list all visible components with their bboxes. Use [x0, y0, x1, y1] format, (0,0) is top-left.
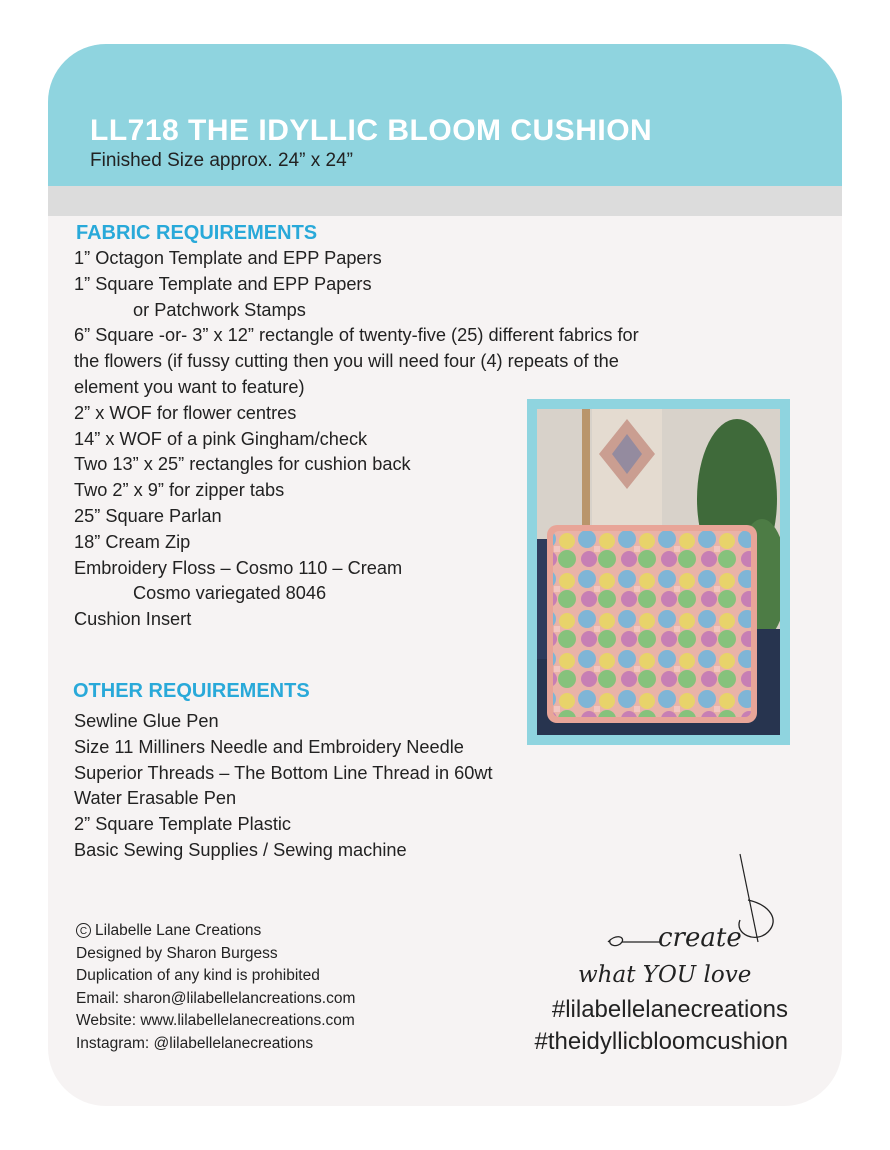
copyright-icon: C [76, 923, 91, 938]
list-item: Superior Threads – The Bottom Line Thread in 60wt [74, 762, 493, 783]
list-item: Two 2” x 9” for zipper tabs [74, 480, 285, 501]
other-requirements-list [74, 709, 493, 864]
list-item: element you want to feature) [74, 376, 305, 397]
header-divider-bar [48, 186, 842, 216]
list-item: the flowers (if fussy cutting then you will need four (4) repeats of the [74, 351, 619, 372]
list-item: Sewline Glue Pen [74, 711, 219, 731]
list-item: Embroidery Floss – Cosmo 110 – Cream [74, 557, 403, 578]
cushion-photo-frame [527, 399, 790, 745]
list-item: 2” x WOF for flower centres [74, 402, 297, 423]
hashtag: #theidyllicbloomcushion [534, 1028, 788, 1055]
list-item: or Patchwork Stamps [133, 299, 306, 320]
header-banner [48, 44, 842, 186]
fabric-requirements-heading: FABRIC REQUIREMENTS [76, 222, 318, 244]
company-name: Lilabelle Lane Creations [95, 922, 262, 939]
instagram-line: Instagram: @lilabellelanecreations [76, 1034, 314, 1052]
list-item: 18” Cream Zip [74, 531, 191, 552]
list-item: Water Erasable Pen [74, 788, 237, 809]
list-item: Two 13” x 25” rectangles for cushion back [74, 454, 411, 475]
finished-size: Finished Size approx. 24” x 24” [90, 150, 353, 171]
copyright-line [76, 920, 355, 943]
website-line: Website: www.lilabellelanecreations.com [76, 1012, 355, 1029]
credits-block [76, 920, 355, 1055]
list-item: 6” Square -or- 3” x 12” rectangle of twenty-five (25) different fabrics for [74, 325, 639, 346]
hashtags-block [535, 994, 788, 1058]
list-item: 14” x WOF of a pink Gingham/check [74, 428, 368, 449]
duplication-notice: Duplication of any kind is prohibited [76, 967, 320, 984]
other-requirements-heading: OTHER REQUIREMENTS [73, 680, 310, 702]
create-what-you-love-logo [570, 850, 800, 990]
hashtag: #lilabellelanecreations [551, 996, 788, 1023]
cushion-photo-illustration [537, 409, 780, 735]
list-item: Cosmo variegated 8046 [133, 583, 327, 604]
list-item: 1” Octagon Template and EPP Papers [74, 248, 382, 268]
logo-line-1: create [658, 923, 742, 953]
email-line: Email: sharon@lilabellelancreations.com [76, 989, 356, 1007]
pattern-title: LL718 THE IDYLLIC BLOOM CUSHION [90, 114, 653, 147]
list-item: Basic Sewing Supplies / Sewing machine [74, 839, 407, 860]
cushion-photo [537, 409, 780, 735]
list-item: 25” Square Parlan [74, 505, 222, 526]
list-item: 2” Square Template Plastic [74, 814, 292, 835]
list-item: Size 11 Milliners Needle and Embroidery Needle [74, 736, 464, 757]
list-item: Cushion Insert [74, 609, 192, 630]
logo-line-2: what YOU love [578, 962, 752, 988]
designer-line: Designed by Sharon Burgess [76, 944, 278, 962]
list-item: 1” Square Template and EPP Papers [74, 273, 372, 294]
pattern-card [48, 44, 842, 1106]
